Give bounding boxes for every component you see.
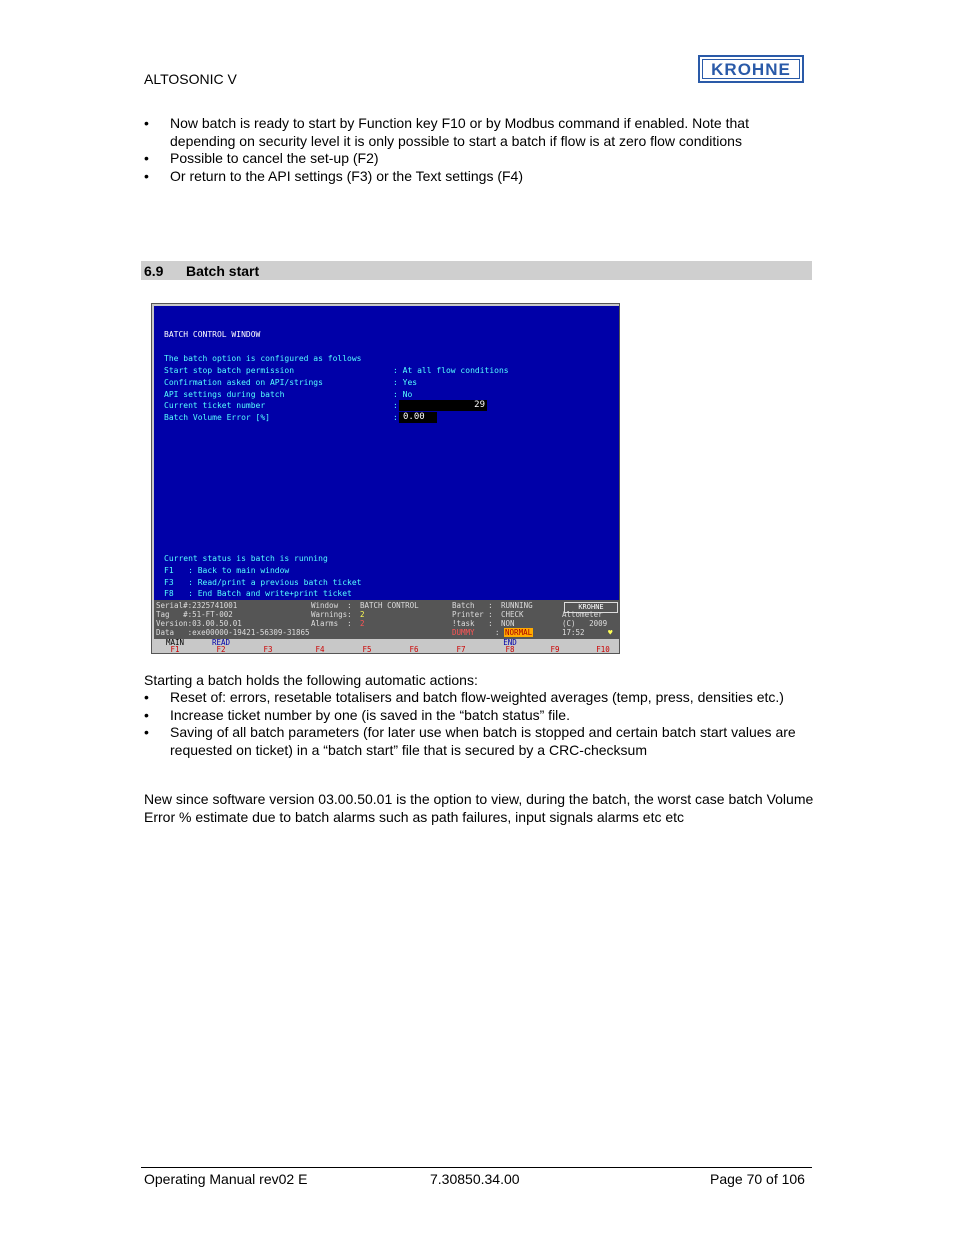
footer-divider <box>141 1167 812 1168</box>
logo-text: KROHNE <box>702 59 800 79</box>
row-label: Confirmation asked on API/strings <box>164 378 323 387</box>
actions-bullet-list <box>144 689 814 759</box>
copyright: (C) 2009 <box>562 619 608 628</box>
warnings-count: 2 <box>360 610 365 619</box>
row-value: : No <box>393 390 413 399</box>
footer-manual-name: Operating Manual rev02 E <box>144 1171 308 1187</box>
fkey-f5[interactable]: F5 <box>362 645 372 654</box>
window-value: BATCH CONTROL <box>360 601 419 610</box>
row-value: : <box>393 401 398 410</box>
actions-intro: Starting a batch holds the following automatic actions: <box>144 672 478 688</box>
fkey-help-line: F3 : Read/print a previous batch ticket <box>164 578 362 587</box>
screen-main-area <box>154 306 619 600</box>
bullet-icon: • <box>144 724 149 740</box>
normal-badge: NORMAL <box>505 628 533 637</box>
batch-label: Batch : <box>452 601 493 610</box>
bullet-icon: • <box>144 115 149 131</box>
fkey-f6[interactable]: F6 <box>409 645 419 654</box>
product-name: Altometer <box>562 610 603 619</box>
fkey-help-line: F1 : Back to main window <box>164 566 290 575</box>
bullet-icon: • <box>144 689 149 705</box>
heart-icon: ♥ <box>608 628 613 637</box>
footer-page-number: Page 70 of 106 <box>710 1171 805 1187</box>
fkey-f8[interactable]: END F8 <box>503 638 517 654</box>
list-item: • Reset of: errors, resetable totalisers and batch flow-weighted averages (temp, press, densities etc.) <box>144 689 784 705</box>
row-label: Start stop batch permission <box>164 366 295 375</box>
fkey-f10[interactable]: F10 <box>596 645 610 654</box>
fkey-f4[interactable]: F4 <box>315 645 325 654</box>
printer-label: Printer : <box>452 610 493 619</box>
document-header-title: ALTOSONIC V <box>144 71 237 87</box>
list-item: • Or return to the API settings (F3) or the Text settings (F4) <box>144 167 523 184</box>
fkey-f7[interactable]: F7 <box>456 645 466 654</box>
list-item: • Possible to cancel the set-up (F2) <box>144 150 379 166</box>
task-label: !task : <box>452 619 493 628</box>
section-title: Batch start <box>186 263 260 279</box>
batch-control-screenshot <box>151 303 620 654</box>
fkey-help-line: F8 : End Batch and write+print ticket <box>164 589 352 598</box>
dummy-indicator: DUMMY <box>452 628 475 637</box>
list-item: • Saving of all batch parameters (for later use when batch is stopped and certain batch start values are requested on ticket) in a “batch start” file that is secured by a CRC-checksum <box>144 724 796 758</box>
clock: 17:52 <box>562 628 585 637</box>
fkey-f9[interactable]: F9 <box>550 645 560 654</box>
section-number: 6.9 <box>144 263 164 279</box>
fkey-f2[interactable]: READ F2 <box>211 638 231 654</box>
fkey-f3[interactable]: F3 <box>263 645 273 654</box>
volume-error-field[interactable]: 0.00 <box>399 412 437 423</box>
footer-doc-number: 7.30850.34.00 <box>430 1171 520 1187</box>
alarms-count: 2 <box>360 619 365 628</box>
row-value: : At all flow conditions <box>393 366 509 375</box>
bullet-icon: • <box>144 706 149 723</box>
krohne-logo <box>698 55 804 83</box>
task-status: NON <box>501 619 515 628</box>
data-checksum: Data :exe00000-19421-56309-31865 <box>156 628 310 637</box>
function-key-bar <box>154 639 619 653</box>
serial-number: Serial#:2325741001 <box>156 601 238 610</box>
krohne-mini-logo: KROHNE <box>564 602 618 613</box>
version: Version:03.00.50.01 <box>156 619 242 628</box>
printer-status: CHECK <box>501 610 524 619</box>
status-bar: Serial#:2325741001 Tag #:51-FT-002 Version:03.00.50.01 Data :exe00000-19421-56309-31865 Window : BATCH CONTROL Warnings: 2 Alarms : 2 Batch : RUNNING Printer : CHECK !task : NON DUMMY : NORMAL KROHNE Altometer (C) 2009 17:52 ♥ <box>154 600 619 639</box>
row-value: : <box>393 413 398 422</box>
window-title: BATCH CONTROL WINDOW <box>164 330 261 339</box>
row-label: Current ticket number <box>164 401 266 410</box>
current-status: Current status is batch is running <box>164 554 328 563</box>
ticket-number-field[interactable]: 29 <box>399 400 487 411</box>
list-item: • Increase ticket number by one (is saved in the “batch status” file. <box>144 706 570 723</box>
bullet-icon: • <box>144 150 149 166</box>
new-feature-paragraph: New since software version 03.00.50.01 is the option to view, during the batch, the worst case batch Volume Error % estimate due to batch alarms such as path failures, input signals alarms etc etc <box>144 791 814 825</box>
row-label: API settings during batch <box>164 390 285 399</box>
tag-number: Tag #:51-FT-002 <box>156 610 233 619</box>
batch-status: RUNNING <box>501 601 533 610</box>
window-label: Window : <box>311 601 352 610</box>
config-intro: The batch option is configured as follows <box>164 354 362 363</box>
row-value: : Yes <box>393 378 418 387</box>
warnings-label: Warnings: <box>311 610 352 619</box>
bullet-icon: • <box>144 167 149 184</box>
alarms-label: Alarms : <box>311 619 352 628</box>
list-item: • Now batch is ready to start by Function key F10 or by Modbus command if enabled. Note that depending on security level it is only possible to start a batch if flow is at zero flow conditions <box>144 115 749 149</box>
row-label: Batch Volume Error [%] <box>164 413 270 422</box>
fkey-f1[interactable]: MAIN F1 <box>165 638 185 654</box>
intro-bullet-list <box>144 115 814 185</box>
